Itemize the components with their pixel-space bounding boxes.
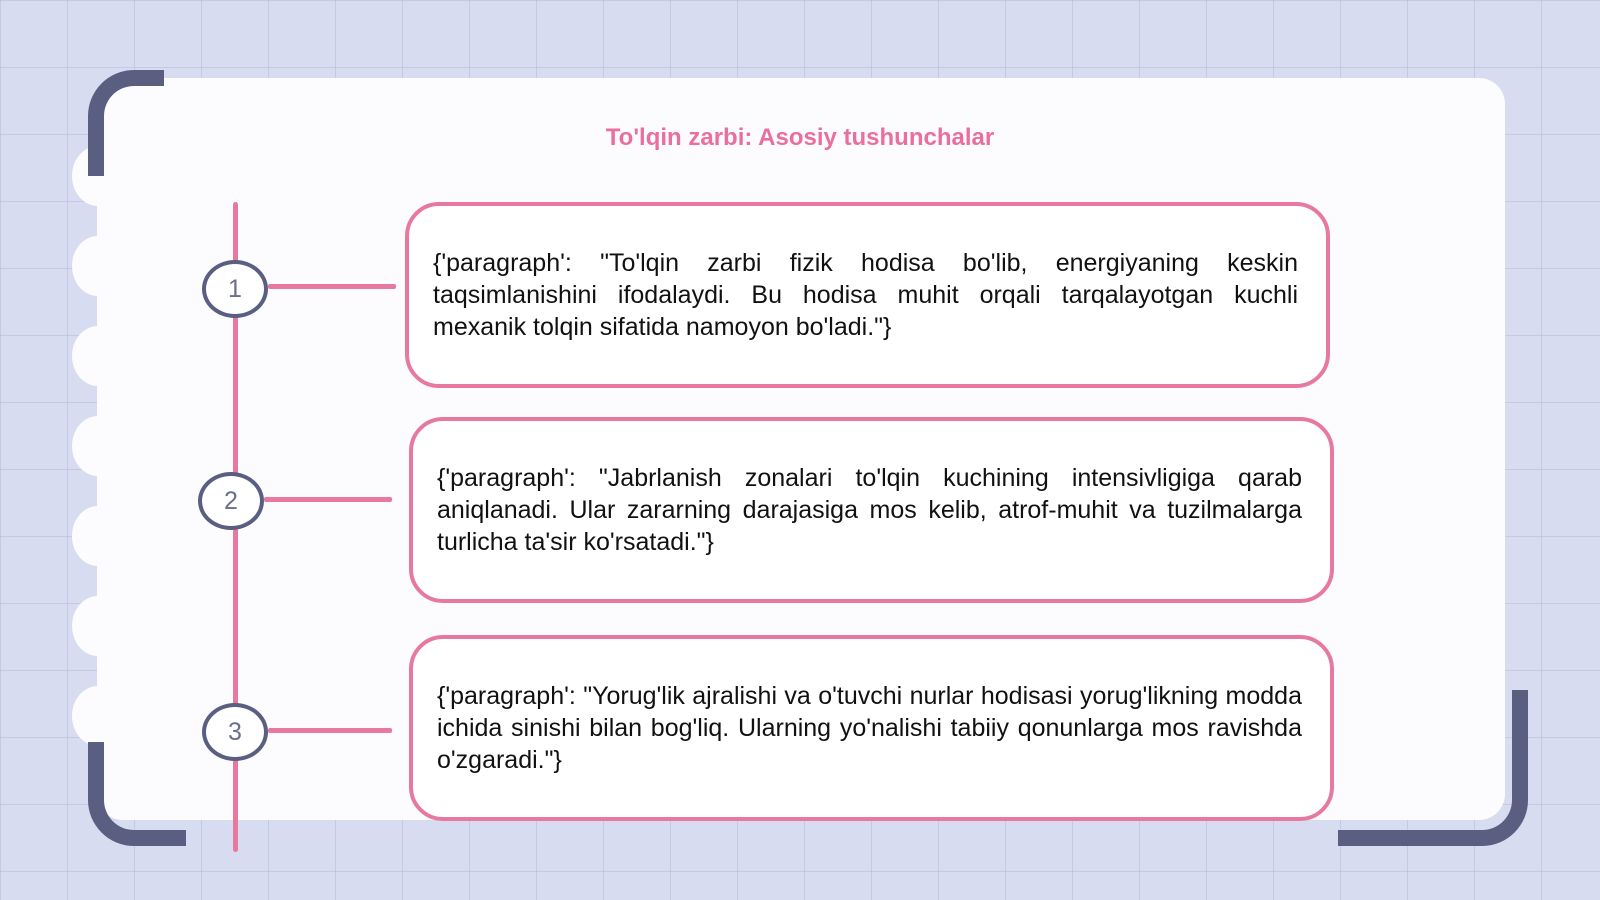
content-box-1	[405, 202, 1330, 388]
content-paragraph: {'paragraph': "To'lqin zarbi fizik hodisa bo'lib, energiyaning keskin taqsimlanishini ifodalaydi. Bu hodisa muhit orqali tarqalayotgan kuchli mexanik tolqin sifatida namoyon bo'ladi."}	[433, 249, 1298, 341]
card-edge-scallop	[72, 326, 124, 386]
timeline-node-3	[202, 703, 268, 761]
timeline-node-number: 1	[228, 274, 242, 303]
corner-bracket-top-left	[88, 70, 164, 176]
timeline-node-1	[202, 260, 268, 318]
card-edge-scallop	[72, 596, 124, 656]
content-paragraph: {'paragraph': "Jabrlanish zonalari to'lqin kuchining intensivligiga qarab aniqlanadi. Ular zararning darajasiga mos kelib, atrof-muhit va tuzilmalarga turlicha ta'sir ko'rsatadi."}	[437, 464, 1302, 556]
card-edge-scallop	[72, 236, 124, 296]
card-edge-scallop	[72, 506, 124, 566]
timeline-node-number: 2	[224, 486, 238, 515]
timeline-connector-3	[268, 728, 392, 733]
content-box-2	[409, 417, 1334, 603]
corner-bracket-bottom-right	[1338, 690, 1528, 846]
card-edge-scallop	[72, 686, 124, 746]
timeline-connector-2	[264, 497, 392, 502]
content-paragraph: {'paragraph': "Yorug'lik ajralishi va o'tuvchi nurlar hodisasi yorug'likning modda ichida sinishi bilan bog'liq. Ularning yo'nalishi tabiiy qonunlarga mos ravishda o'zgaradi."}	[437, 682, 1302, 774]
slide-title: To'lqin zarbi: Asosiy tushunchalar	[605, 124, 995, 151]
timeline-node-number: 3	[228, 717, 242, 746]
timeline-node-2	[198, 472, 264, 530]
corner-bracket-bottom-left	[88, 742, 186, 846]
content-box-3	[409, 635, 1334, 821]
card-edge-scallop	[72, 416, 124, 476]
timeline-connector-1	[268, 284, 396, 289]
